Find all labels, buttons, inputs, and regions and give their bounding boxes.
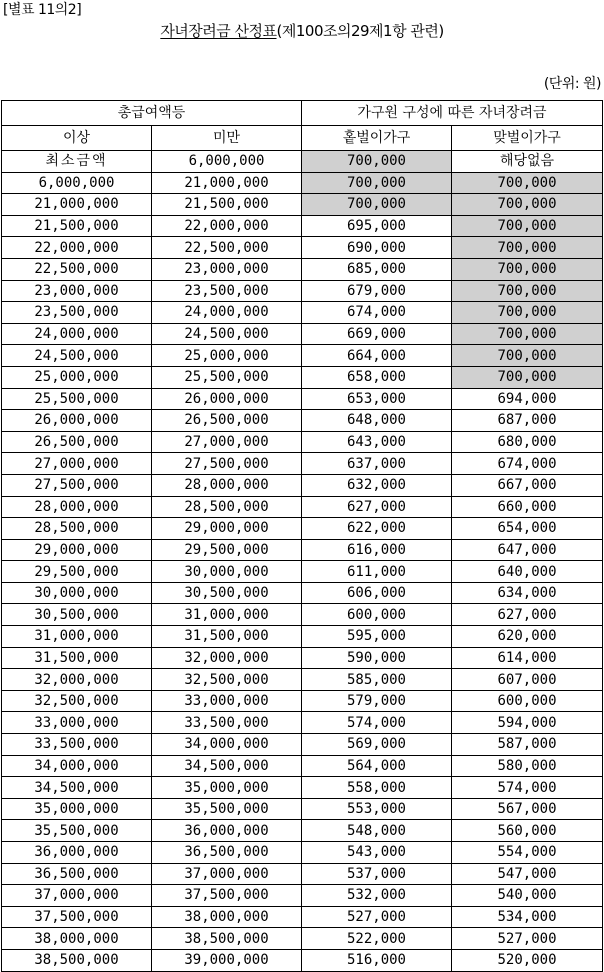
- cell-dual-earner: 674,000: [452, 453, 603, 475]
- table-row: [2, 604, 603, 626]
- table-row: [2, 777, 603, 799]
- cell-income-max: 31,000,000: [152, 604, 302, 626]
- cell-single-earner: 664,000: [302, 345, 452, 367]
- table-row: [2, 431, 603, 453]
- cell-single-earner: 632,000: [302, 474, 452, 496]
- cell-single-earner: 537,000: [302, 863, 452, 885]
- cell-income-min: 25,000,000: [2, 366, 152, 388]
- cell-income-max: 30,000,000: [152, 561, 302, 583]
- cell-income-min: 32,500,000: [2, 690, 152, 712]
- cell-dual-earner: 540,000: [452, 885, 603, 907]
- table-row: [2, 518, 603, 540]
- cell-income-max: 27,500,000: [152, 453, 302, 475]
- cell-income-min: 27,000,000: [2, 453, 152, 475]
- cell-dual-earner: 700,000: [452, 172, 603, 194]
- cell-dual-earner: 654,000: [452, 518, 603, 540]
- table-row: [2, 755, 603, 777]
- cell-income-max: 26,000,000: [152, 388, 302, 410]
- table-row: [2, 366, 603, 388]
- cell-income-min: 26,000,000: [2, 410, 152, 432]
- cell-single-earner: 690,000: [302, 237, 452, 259]
- table-row: [2, 302, 603, 324]
- cell-dual-earner: 567,000: [452, 798, 603, 820]
- cell-dual-earner: 534,000: [452, 906, 603, 928]
- table-row: [2, 820, 603, 842]
- cell-income-min: 34,500,000: [2, 777, 152, 799]
- cell-income-max: 28,000,000: [152, 474, 302, 496]
- cell-dual-earner: 687,000: [452, 410, 603, 432]
- table-row: [2, 388, 603, 410]
- cell-dual-earner: 680,000: [452, 431, 603, 453]
- cell-dual-earner: 667,000: [452, 474, 603, 496]
- cell-income-max: 39,000,000: [152, 949, 302, 971]
- cell-dual-earner: 574,000: [452, 777, 603, 799]
- cell-income-min: 24,000,000: [2, 323, 152, 345]
- table-row: [2, 712, 603, 734]
- cell-single-earner: 564,000: [302, 755, 452, 777]
- cell-single-earner: 653,000: [302, 388, 452, 410]
- cell-income-min: 32,000,000: [2, 669, 152, 691]
- cell-dual-earner: 660,000: [452, 496, 603, 518]
- cell-single-earner: 700,000: [302, 151, 452, 173]
- cell-dual-earner: 520,000: [452, 949, 603, 971]
- cell-dual-earner: 620,000: [452, 626, 603, 648]
- cell-dual-earner: 640,000: [452, 561, 603, 583]
- appendix-reference: [별표 11의2]: [3, 2, 82, 18]
- header-total-income: 총급여액등: [2, 101, 302, 126]
- table-row: [2, 280, 603, 302]
- cell-dual-earner: 700,000: [452, 302, 603, 324]
- cell-income-max: 22,500,000: [152, 237, 302, 259]
- cell-dual-earner: 627,000: [452, 604, 603, 626]
- cell-single-earner: 616,000: [302, 539, 452, 561]
- cell-single-earner: 622,000: [302, 518, 452, 540]
- cell-income-min: 21,000,000: [2, 194, 152, 216]
- cell-single-earner: 669,000: [302, 323, 452, 345]
- cell-dual-earner: 634,000: [452, 582, 603, 604]
- cell-income-min: 22,500,000: [2, 258, 152, 280]
- table-row: [2, 215, 603, 237]
- cell-dual-earner: 600,000: [452, 690, 603, 712]
- cell-single-earner: 543,000: [302, 842, 452, 864]
- cell-income-max: 27,000,000: [152, 431, 302, 453]
- cell-single-earner: 700,000: [302, 194, 452, 216]
- cell-income-min: 23,500,000: [2, 302, 152, 324]
- cell-income-max: 36,000,000: [152, 820, 302, 842]
- cell-single-earner: 627,000: [302, 496, 452, 518]
- cell-income-max: 34,000,000: [152, 734, 302, 756]
- cell-income-min: 31,500,000: [2, 647, 152, 669]
- document-title: [0, 20, 604, 42]
- title-main: 자녀장려금 산정표: [160, 22, 277, 40]
- cell-single-earner: 600,000: [302, 604, 452, 626]
- cell-income-min: 27,500,000: [2, 474, 152, 496]
- cell-dual-earner: 560,000: [452, 820, 603, 842]
- cell-income-min: 29,500,000: [2, 561, 152, 583]
- cell-dual-earner: 700,000: [452, 345, 603, 367]
- cell-dual-earner: 700,000: [452, 258, 603, 280]
- cell-single-earner: 595,000: [302, 626, 452, 648]
- cell-single-earner: 527,000: [302, 906, 452, 928]
- cell-single-earner: 643,000: [302, 431, 452, 453]
- table-row: [2, 496, 603, 518]
- cell-income-min: 26,500,000: [2, 431, 152, 453]
- table-row: [2, 906, 603, 928]
- cell-single-earner: 532,000: [302, 885, 452, 907]
- cell-income-min: 37,500,000: [2, 906, 152, 928]
- cell-income-min: 36,000,000: [2, 842, 152, 864]
- cell-income-min: 38,000,000: [2, 928, 152, 950]
- cell-income-max: 35,000,000: [152, 777, 302, 799]
- header-max: 미만: [152, 126, 302, 151]
- cell-income-max: 29,000,000: [152, 518, 302, 540]
- cell-income-min: 최소금액: [2, 151, 152, 173]
- cell-income-min: 38,500,000: [2, 949, 152, 971]
- cell-income-max: 34,500,000: [152, 755, 302, 777]
- cell-single-earner: 569,000: [302, 734, 452, 756]
- cell-income-max: 30,500,000: [152, 582, 302, 604]
- table-row: [2, 151, 603, 173]
- table-row: [2, 842, 603, 864]
- table-row: [2, 690, 603, 712]
- cell-income-min: 33,000,000: [2, 712, 152, 734]
- cell-dual-earner: 554,000: [452, 842, 603, 864]
- cell-dual-earner: 해당없음: [452, 151, 603, 173]
- cell-income-min: 21,500,000: [2, 215, 152, 237]
- cell-dual-earner: 700,000: [452, 366, 603, 388]
- cell-income-max: 24,000,000: [152, 302, 302, 324]
- cell-single-earner: 522,000: [302, 928, 452, 950]
- cell-income-max: 38,000,000: [152, 906, 302, 928]
- header-min: 이상: [2, 126, 152, 151]
- cell-income-min: 34,000,000: [2, 755, 152, 777]
- cell-dual-earner: 700,000: [452, 323, 603, 345]
- cell-dual-earner: 587,000: [452, 734, 603, 756]
- table-row: [2, 453, 603, 475]
- cell-income-min: 35,000,000: [2, 798, 152, 820]
- table-row: [2, 798, 603, 820]
- header-single-earner: 홑벌이가구: [302, 126, 452, 151]
- cell-income-min: 22,000,000: [2, 237, 152, 259]
- cell-dual-earner: 547,000: [452, 863, 603, 885]
- cell-single-earner: 700,000: [302, 172, 452, 194]
- table-row: [2, 561, 603, 583]
- cell-income-max: 37,000,000: [152, 863, 302, 885]
- cell-income-max: 21,000,000: [152, 172, 302, 194]
- cell-dual-earner: 527,000: [452, 928, 603, 950]
- cell-income-min: 28,500,000: [2, 518, 152, 540]
- cell-income-max: 35,500,000: [152, 798, 302, 820]
- table-row: [2, 626, 603, 648]
- table-row: [2, 539, 603, 561]
- table-row: [2, 194, 603, 216]
- table-body: [2, 151, 603, 972]
- cell-single-earner: 674,000: [302, 302, 452, 324]
- cell-income-max: 33,500,000: [152, 712, 302, 734]
- cell-single-earner: 606,000: [302, 582, 452, 604]
- cell-single-earner: 558,000: [302, 777, 452, 799]
- table-row: [2, 647, 603, 669]
- cell-income-max: 32,000,000: [152, 647, 302, 669]
- table-row: [2, 734, 603, 756]
- table-row: [2, 323, 603, 345]
- cell-income-max: 25,500,000: [152, 366, 302, 388]
- cell-single-earner: 695,000: [302, 215, 452, 237]
- cell-single-earner: 516,000: [302, 949, 452, 971]
- cell-dual-earner: 614,000: [452, 647, 603, 669]
- cell-income-max: 23,500,000: [152, 280, 302, 302]
- cell-single-earner: 679,000: [302, 280, 452, 302]
- cell-single-earner: 658,000: [302, 366, 452, 388]
- cell-income-min: 29,000,000: [2, 539, 152, 561]
- cell-dual-earner: 694,000: [452, 388, 603, 410]
- header-household-credit: 가구원 구성에 따른 자녀장려금: [302, 101, 603, 126]
- cell-dual-earner: 700,000: [452, 237, 603, 259]
- cell-income-min: 30,500,000: [2, 604, 152, 626]
- table-row: [2, 258, 603, 280]
- title-legal-basis: (제100조의29제1항 관련): [276, 22, 444, 40]
- cell-income-min: 37,000,000: [2, 885, 152, 907]
- table-row: [2, 949, 603, 971]
- cell-single-earner: 553,000: [302, 798, 452, 820]
- cell-income-max: 28,500,000: [152, 496, 302, 518]
- cell-income-max: 26,500,000: [152, 410, 302, 432]
- cell-income-max: 23,000,000: [152, 258, 302, 280]
- cell-income-max: 31,500,000: [152, 626, 302, 648]
- cell-income-max: 29,500,000: [152, 539, 302, 561]
- cell-income-min: 6,000,000: [2, 172, 152, 194]
- cell-income-max: 22,000,000: [152, 215, 302, 237]
- cell-single-earner: 637,000: [302, 453, 452, 475]
- cell-income-max: 24,500,000: [152, 323, 302, 345]
- cell-dual-earner: 700,000: [452, 215, 603, 237]
- unit-note: (단위: 원): [543, 76, 601, 92]
- cell-income-min: 35,500,000: [2, 820, 152, 842]
- child-credit-table: [1, 100, 603, 972]
- cell-income-min: 28,000,000: [2, 496, 152, 518]
- table-row: [2, 237, 603, 259]
- table-row: [2, 669, 603, 691]
- table-row: [2, 582, 603, 604]
- cell-dual-earner: 700,000: [452, 194, 603, 216]
- cell-dual-earner: 700,000: [452, 280, 603, 302]
- cell-dual-earner: 594,000: [452, 712, 603, 734]
- sub-header-row: [2, 126, 603, 151]
- cell-income-max: 37,500,000: [152, 885, 302, 907]
- table-row: [2, 928, 603, 950]
- cell-single-earner: 611,000: [302, 561, 452, 583]
- cell-single-earner: 548,000: [302, 820, 452, 842]
- table-row: [2, 410, 603, 432]
- table-row: [2, 172, 603, 194]
- cell-income-min: 24,500,000: [2, 345, 152, 367]
- table-row: [2, 863, 603, 885]
- header-dual-earner: 맞벌이가구: [452, 126, 603, 151]
- cell-income-max: 25,000,000: [152, 345, 302, 367]
- cell-dual-earner: 580,000: [452, 755, 603, 777]
- cell-income-max: 33,000,000: [152, 690, 302, 712]
- cell-income-max: 36,500,000: [152, 842, 302, 864]
- table-row: [2, 474, 603, 496]
- cell-income-max: 21,500,000: [152, 194, 302, 216]
- cell-single-earner: 574,000: [302, 712, 452, 734]
- cell-dual-earner: 607,000: [452, 669, 603, 691]
- cell-income-min: 30,000,000: [2, 582, 152, 604]
- cell-single-earner: 585,000: [302, 669, 452, 691]
- cell-single-earner: 579,000: [302, 690, 452, 712]
- table-row: [2, 345, 603, 367]
- cell-income-min: 23,000,000: [2, 280, 152, 302]
- cell-income-min: 25,500,000: [2, 388, 152, 410]
- cell-dual-earner: 647,000: [452, 539, 603, 561]
- cell-income-min: 33,500,000: [2, 734, 152, 756]
- group-header-row: [2, 101, 603, 126]
- cell-income-max: 32,500,000: [152, 669, 302, 691]
- cell-income-max: 38,500,000: [152, 928, 302, 950]
- table-row: [2, 885, 603, 907]
- cell-income-max: 6,000,000: [152, 151, 302, 173]
- cell-income-min: 31,000,000: [2, 626, 152, 648]
- cell-single-earner: 685,000: [302, 258, 452, 280]
- cell-income-min: 36,500,000: [2, 863, 152, 885]
- cell-single-earner: 648,000: [302, 410, 452, 432]
- cell-single-earner: 590,000: [302, 647, 452, 669]
